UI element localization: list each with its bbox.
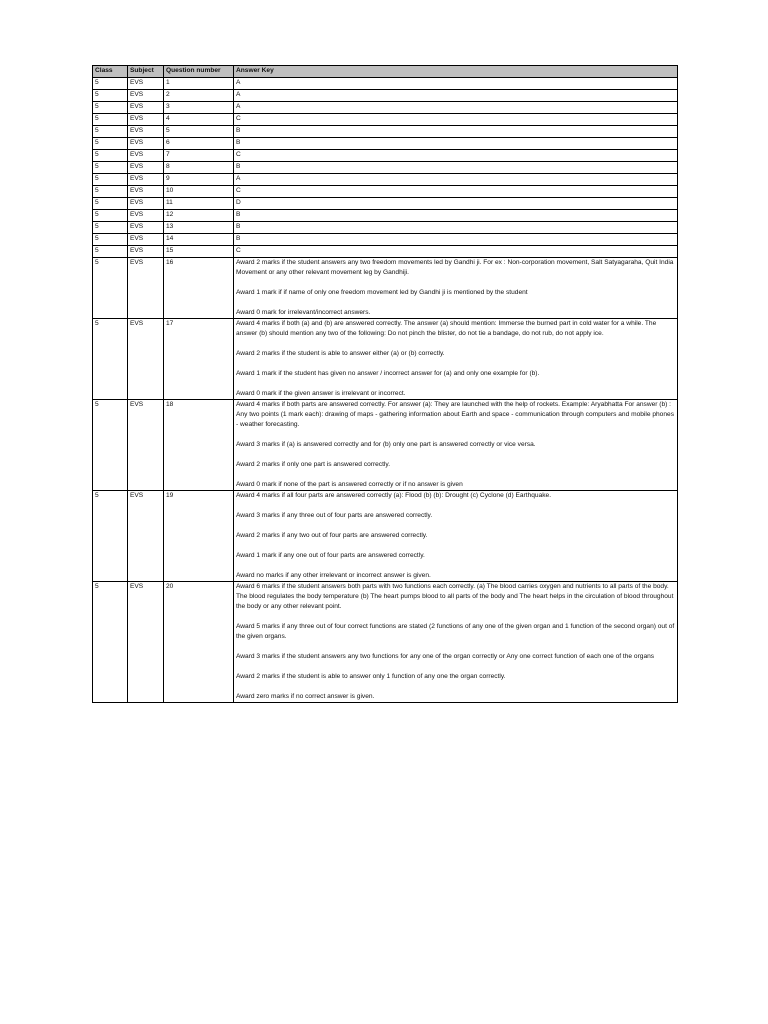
table-row [93,186,678,198]
cell-class: 5 [93,102,128,114]
cell-subject: EVS [128,319,164,400]
table-row [93,162,678,174]
answer-paragraph: Award 1 mark if the student has given no answer / incorrect answer for (a) and only one example for (b). [236,370,540,377]
answer-paragraph: Award 3 marks if any three out of four parts are answered correctly. [236,512,433,519]
cell-subject: EVS [128,90,164,102]
cell-answer-key: A [234,174,678,186]
cell-answer-key: A [234,78,678,90]
answer-paragraph: Award 0 mark if none of the part is answered correctly or if no answer is given [236,481,463,488]
cell-question-number: 10 [164,186,234,198]
cell-class: 5 [93,90,128,102]
table-row [93,198,678,210]
cell-question-number: 6 [164,138,234,150]
cell-class: 5 [93,78,128,90]
table-row [93,150,678,162]
cell-answer-key: C [234,186,678,198]
header-question-number: Question number [164,66,234,78]
cell-class: 5 [93,319,128,400]
answer-key-table [92,65,678,703]
table-row [93,114,678,126]
answer-paragraph: Award zero marks if no correct answer is given. [236,693,375,700]
cell-answer-key: B [234,126,678,138]
cell-class: 5 [93,210,128,222]
cell-answer-key [234,319,678,400]
cell-question-number: 19 [164,491,234,582]
cell-question-number: 15 [164,246,234,258]
cell-question-number: 3 [164,102,234,114]
cell-subject: EVS [128,198,164,210]
cell-question-number: 13 [164,222,234,234]
answer-paragraph: Award 4 marks if both parts are answered correctly. For answer (a): They are launched with the help of rockets. Example: Aryabhatta For answer (b) : Any two points (1 mark each): drawing of maps - gathering information about Earth and space - communication through computers and mobile phones - weather forecasting. [236,401,674,428]
cell-answer-key: B [234,222,678,234]
cell-answer-key: C [234,150,678,162]
answer-paragraph: Award 5 marks if any three out of four correct functions are stated (2 functions of any one of the given organ and 1 function of the second organ) out of the given organs. [236,623,675,640]
table-row [93,234,678,246]
cell-question-number: 12 [164,210,234,222]
answer-paragraph: Award no marks if any other irrelevant or incorrect answer is given. [236,572,431,579]
table-row [93,102,678,114]
cell-answer-key: D [234,198,678,210]
answer-paragraph: Award 2 marks if the student is able to answer only 1 function of any one the organ correctly. [236,673,506,680]
cell-subject: EVS [128,174,164,186]
cell-class: 5 [93,234,128,246]
cell-answer-key: B [234,162,678,174]
cell-answer-key: B [234,234,678,246]
cell-class: 5 [93,114,128,126]
cell-class: 5 [93,150,128,162]
cell-class: 5 [93,162,128,174]
cell-answer-key: C [234,114,678,126]
answer-paragraph: Award 2 marks if only one part is answered correctly. [236,461,391,468]
cell-class: 5 [93,258,128,319]
table-row [93,174,678,186]
cell-class: 5 [93,491,128,582]
cell-question-number: 16 [164,258,234,319]
cell-class: 5 [93,186,128,198]
header-answer-key: Answer Key [234,66,678,78]
cell-subject: EVS [128,162,164,174]
header-class: Class [93,66,128,78]
cell-class: 5 [93,174,128,186]
header-subject: Subject [128,66,164,78]
answer-paragraph: Award 4 marks if all four parts are answered correctly (a): Flood (b) (b): Drought (c) Cyclone (d) Earthquake. [236,492,552,499]
answer-paragraph: Award 1 mark if any one out of four parts are answered correctly. [236,552,425,559]
cell-question-number: 2 [164,90,234,102]
cell-question-number: 20 [164,582,234,703]
cell-question-number: 11 [164,198,234,210]
cell-subject: EVS [128,491,164,582]
cell-question-number: 9 [164,174,234,186]
cell-question-number: 18 [164,400,234,491]
table-row [93,400,678,491]
cell-class: 5 [93,126,128,138]
cell-question-number: 17 [164,319,234,400]
cell-subject: EVS [128,222,164,234]
cell-subject: EVS [128,258,164,319]
table-row [93,222,678,234]
cell-subject: EVS [128,210,164,222]
cell-answer-key: C [234,246,678,258]
cell-subject: EVS [128,126,164,138]
table-row [93,319,678,400]
answer-paragraph: Award 0 mark for irrelevant/incorrect answers. [236,309,371,316]
cell-question-number: 5 [164,126,234,138]
cell-class: 5 [93,400,128,491]
cell-answer-key [234,258,678,319]
cell-question-number: 1 [164,78,234,90]
cell-answer-key [234,400,678,491]
cell-class: 5 [93,198,128,210]
cell-question-number: 8 [164,162,234,174]
header-row [93,66,678,78]
answer-paragraph: Award 2 marks if the student answers any two freedom movements led by Gandhi ji. For ex : Non-corporation movement, Salt Satyagaraha, Quit India Movement or any other relevant movement leg by Gandhiji. [236,259,674,276]
table-row [93,491,678,582]
table-row [93,138,678,150]
table-row [93,78,678,90]
cell-subject: EVS [128,150,164,162]
answer-paragraph: Award 2 marks if any two out of four parts are answered correctly. [236,532,428,539]
cell-subject: EVS [128,582,164,703]
cell-subject: EVS [128,102,164,114]
cell-subject: EVS [128,78,164,90]
answer-paragraph: Award 2 marks if the student is able to answer either (a) or (b) correctly. [236,350,445,357]
table-row [93,582,678,703]
cell-subject: EVS [128,400,164,491]
cell-class: 5 [93,222,128,234]
table-row [93,246,678,258]
cell-class: 5 [93,246,128,258]
cell-subject: EVS [128,138,164,150]
answer-paragraph: Award 3 marks if (a) is answered correctly and for (b) only one part is answered correctly or vice versa. [236,441,536,448]
cell-answer-key: A [234,102,678,114]
cell-answer-key [234,582,678,703]
cell-class: 5 [93,582,128,703]
answer-paragraph: Award 4 marks if both (a) and (b) are answered correctly. The answer (a) should mention: Immerse the burned part in cold water for a while. The answer (b) should mention any two of the following: Do not pinch the blister, do not tie a bandage, do not rub, do not apply ice. [236,320,657,337]
cell-answer-key: A [234,90,678,102]
cell-question-number: 14 [164,234,234,246]
cell-class: 5 [93,138,128,150]
answer-paragraph: Award 6 marks if the student answers both parts with two functions each correctly. (a) The blood carries oxygen and nutrients to all parts of the body. The blood regulates the body temperature (b) The heart pumps blood to all parts of the body and The heart helps in the circulation of blood throughout the body or any other relevant point. [236,583,674,610]
table-row [93,126,678,138]
table-row [93,90,678,102]
answer-paragraph: Award 0 mark if the given answer is irrelevant or incorrect. [236,390,406,397]
cell-answer-key: B [234,210,678,222]
cell-subject: EVS [128,114,164,126]
answer-paragraph: Award 1 mark if if name of only one freedom movement led by Gandhi ji is mentioned by the student [236,289,528,296]
cell-subject: EVS [128,246,164,258]
cell-answer-key: B [234,138,678,150]
cell-question-number: 7 [164,150,234,162]
cell-answer-key [234,491,678,582]
table-row [93,258,678,319]
cell-subject: EVS [128,234,164,246]
cell-question-number: 4 [164,114,234,126]
answer-paragraph: Award 3 marks if the student answers any two functions for any one of the organ correctly or Any one correct function of each one of the organs [236,653,655,660]
cell-subject: EVS [128,186,164,198]
table-row [93,210,678,222]
